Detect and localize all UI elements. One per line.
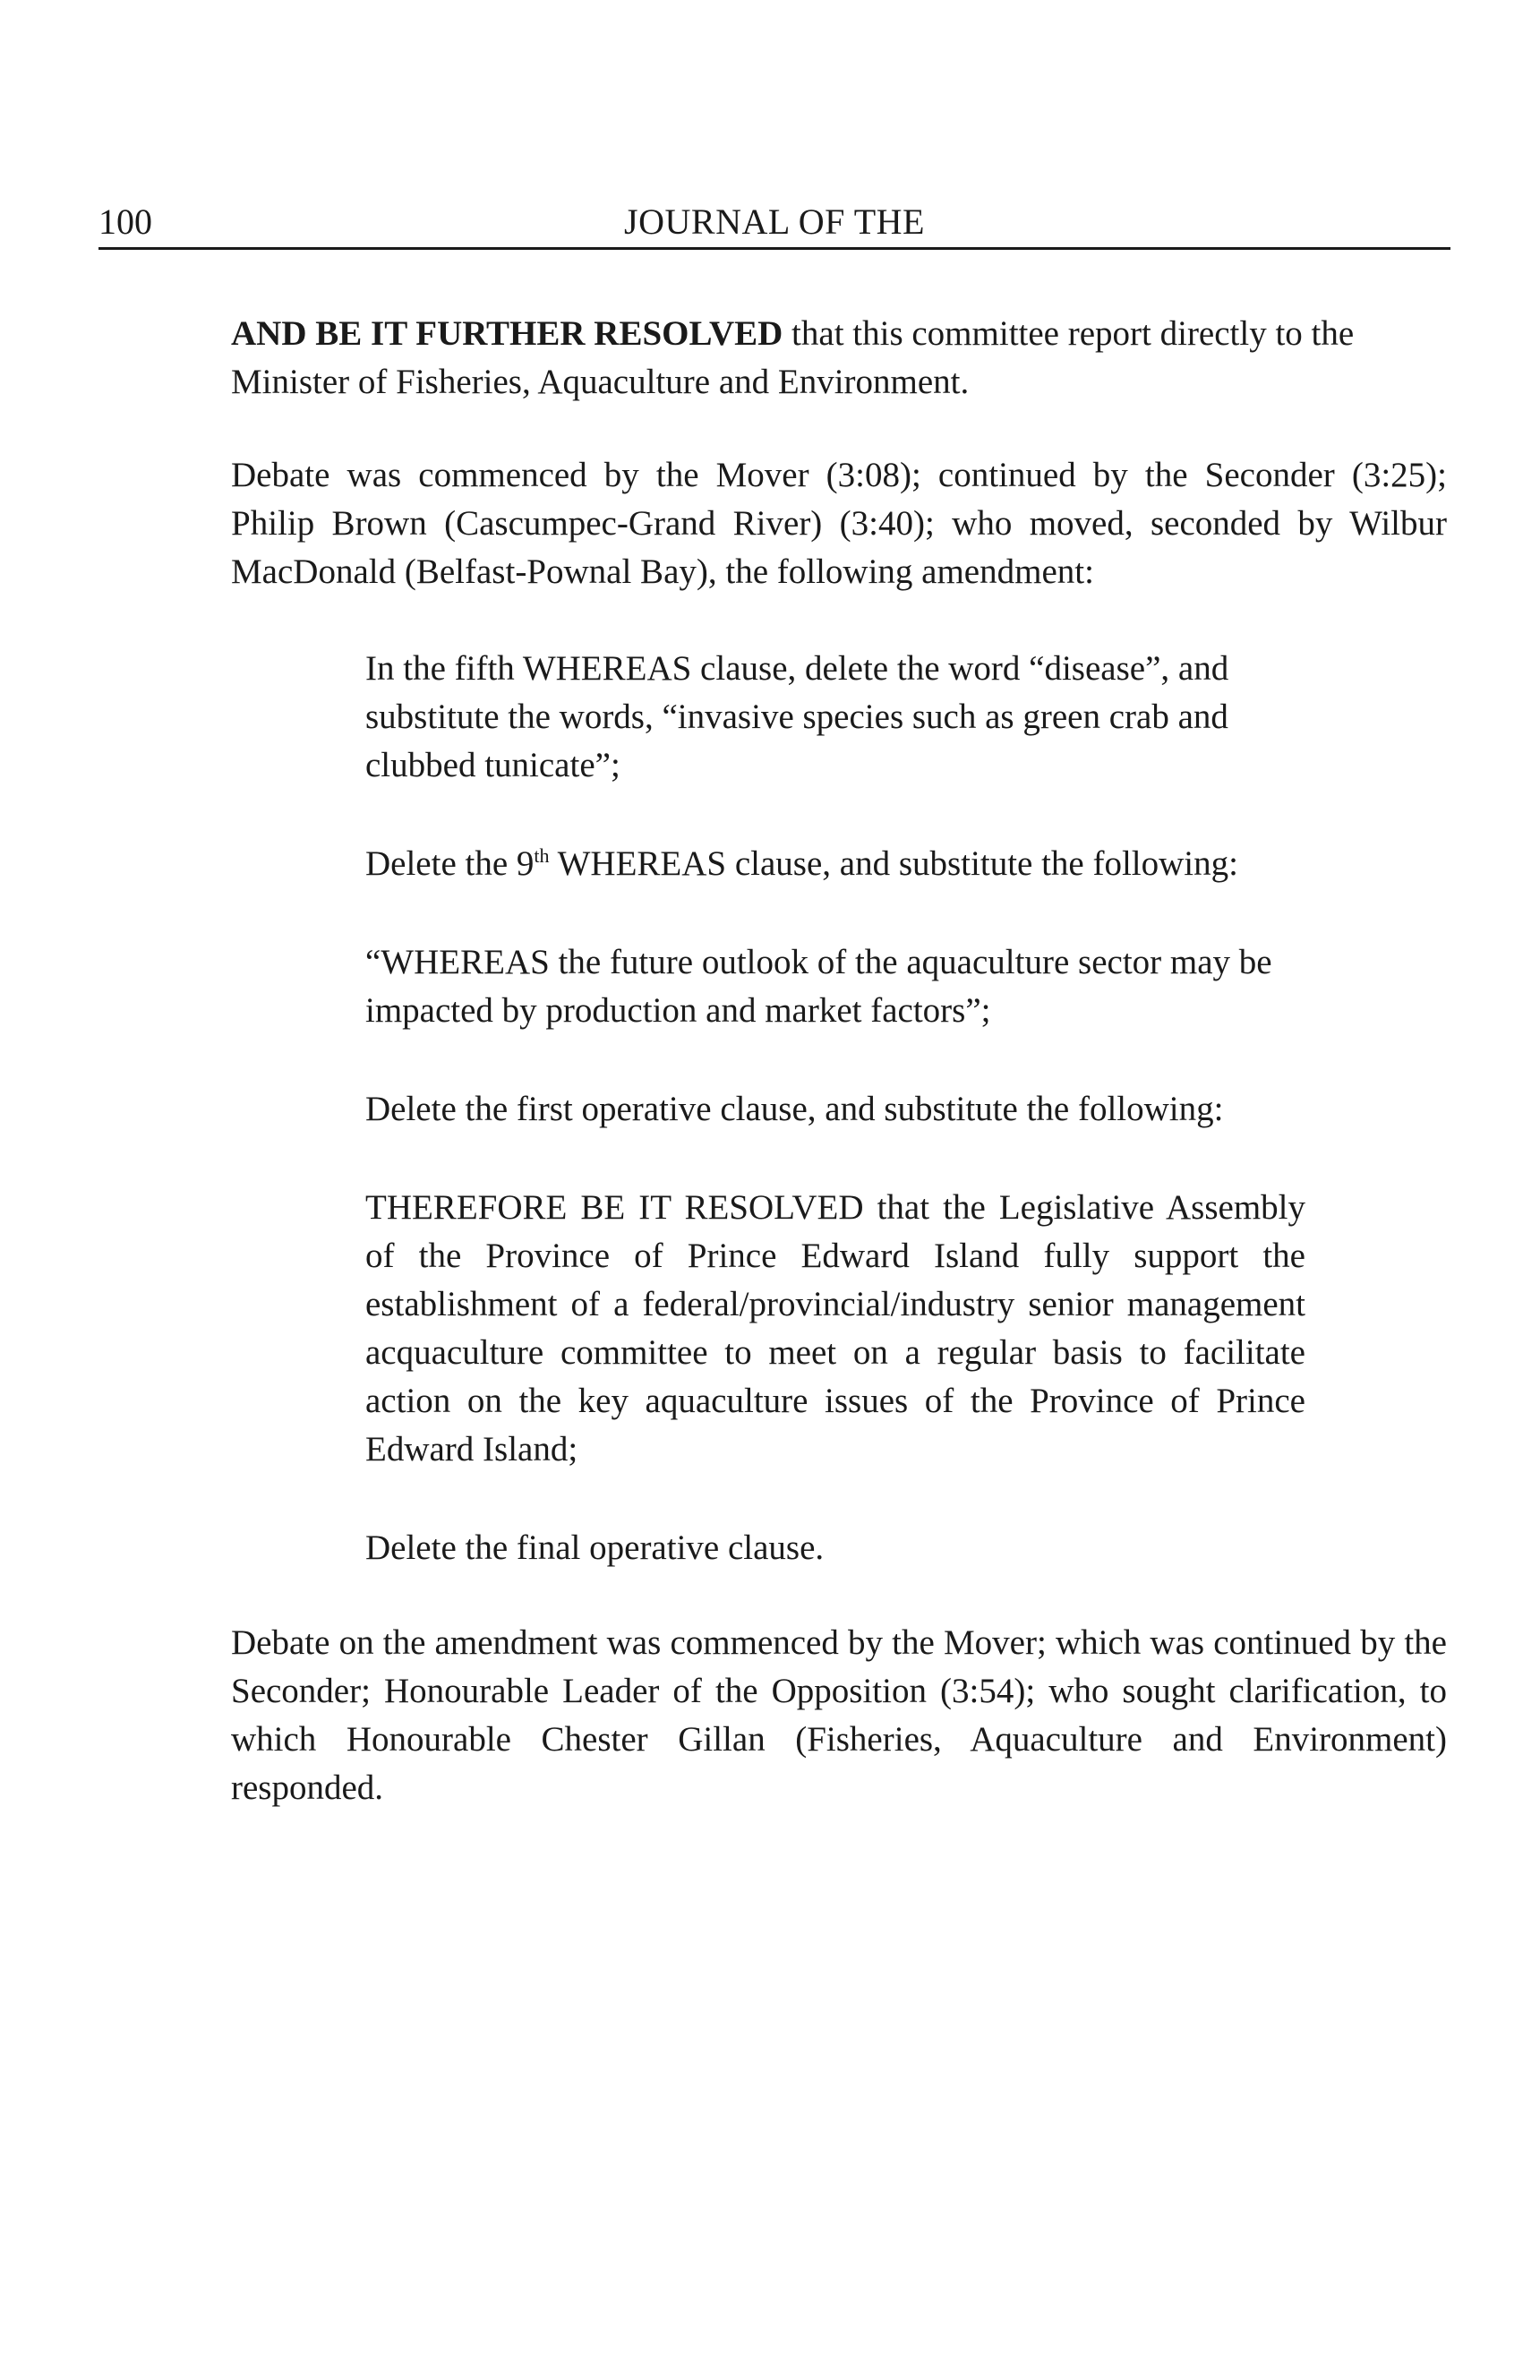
resolved-lead: AND BE IT FURTHER RESOLVED: [231, 314, 783, 353]
resolved-text: that this committee report directly to the Minister of Fisheries, Aquaculture and Environment.: [231, 314, 1355, 401]
amendment-ninth-whereas: [365, 840, 1305, 888]
page-number: 100: [98, 201, 152, 242]
amendment-final-operative: Delete the final operative clause.: [365, 1528, 825, 1567]
amendment-first-operative: Delete the first operative clause, and substitute the following:: [365, 1090, 1224, 1128]
ninth-post: WHEREAS clause, and substitute the following:: [549, 844, 1238, 883]
page-header: [98, 201, 1450, 250]
amendment-therefore-clause: THEREFORE BE IT RESOLVED that the Legislative Assembly of the Province of Prince Edward Island fully support the establishment of a federal/provincial/industry senior management acquaculture committee to meet on a regular basis to facilitate action on the key aquaculture issues of the Province of Prince Edward Island;: [365, 1188, 1305, 1468]
debate-paragraph: Debate was commenced by the Mover (3:08); continued by the Seconder (3:25); Philip Brown (Cascumpec-Grand River) (3:40); who moved, seconded by Wilbur MacDonald (Belfast-Pownal Bay), the following amendment:: [231, 456, 1447, 591]
further-resolved-paragraph: [231, 310, 1447, 407]
ninth-pre: Delete the 9: [365, 844, 535, 883]
amendment-ninth-replacement: “WHEREAS the future outlook of the aquaculture sector may be impacted by production and market factors”;: [365, 943, 1272, 1030]
amendment-fifth-whereas: In the fifth WHEREAS clause, delete the word “disease”, and substitute the words, “invasive species such as green crab and clubbed tunicate”;: [365, 649, 1229, 784]
running-head: JOURNAL OF THE: [624, 201, 925, 242]
ninth-superscript: th: [534, 844, 550, 867]
page-body: [231, 310, 1447, 1812]
amendment-debate-paragraph: Debate on the amendment was commenced by the Mover; which was continued by the Seconder; Honourable Leader of the Opposition (3:54); who sought clarification, to which Honourable Chester Gillan (Fisheries, Aquaculture and Environment) responded.: [231, 1623, 1447, 1807]
